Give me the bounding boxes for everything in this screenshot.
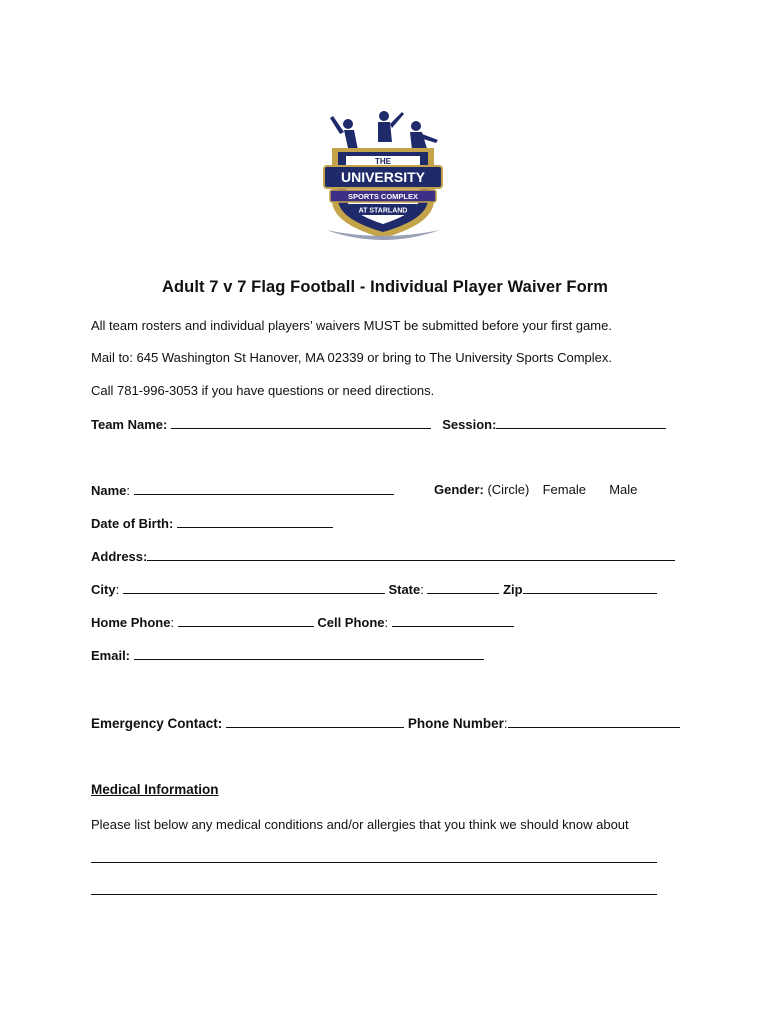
session-label: Session: — [442, 417, 497, 432]
zip-label: Zip — [503, 582, 523, 597]
city-colon: : — [115, 582, 120, 597]
phone-number-label: Phone Number — [407, 716, 504, 731]
dob-row — [91, 515, 333, 531]
name-field[interactable] — [134, 482, 394, 495]
state-colon: : — [420, 582, 424, 597]
cell-phone-field[interactable] — [392, 614, 514, 627]
team-name-label: Team Name: — [91, 417, 168, 432]
gender-option-male[interactable]: Male — [609, 482, 638, 497]
phone-row — [91, 614, 514, 630]
dob-label: Date of Birth: — [91, 516, 174, 531]
logo-university-text: UNIVERSITY — [340, 169, 426, 185]
form-title: Adult 7 v 7 Flag Football - Individual Player Waiver Form — [161, 278, 609, 296]
email-field[interactable] — [134, 647, 484, 660]
session-field[interactable] — [496, 416, 666, 429]
address-row — [91, 548, 675, 564]
gender-hint: (Circle) — [487, 482, 530, 497]
state-field[interactable] — [427, 581, 499, 594]
team-name-field[interactable] — [171, 416, 431, 429]
name-row — [91, 482, 394, 498]
medical-info-heading: Medical Information — [91, 782, 219, 797]
emergency-phone-field[interactable] — [508, 715, 680, 728]
zip-field[interactable] — [523, 581, 657, 594]
intro-mail-text: Mail to: 645 Washington St Hanover, MA 02339 or bring to The University Sports Complex. — [91, 350, 612, 365]
cell-phone-colon: : — [384, 615, 389, 630]
cell-phone-label: Cell Phone — [317, 615, 385, 630]
phone-number-colon: : — [503, 716, 508, 731]
home-phone-colon: : — [170, 615, 175, 630]
dob-field[interactable] — [177, 515, 333, 528]
gender-row — [434, 482, 637, 497]
emergency-contact-field[interactable] — [226, 715, 404, 728]
address-field[interactable] — [147, 548, 675, 561]
logo-the-text: THE — [375, 157, 391, 166]
name-label: Name — [91, 483, 127, 498]
emergency-contact-label: Emergency Contact: — [91, 716, 223, 731]
athletes-silhouette-icon — [330, 111, 438, 152]
intro-call-text: Call 781-996-3053 if you have questions or need directions. — [91, 383, 435, 398]
email-row — [91, 647, 484, 663]
intro-rosters-text: All team rosters and individual players’ waivers MUST be submitted before your first game. — [91, 318, 612, 333]
city-label: City — [91, 582, 116, 597]
city-state-zip-row — [91, 581, 657, 597]
medical-heading-row — [91, 782, 219, 797]
gender-option-female[interactable]: Female — [542, 482, 586, 497]
name-colon: : — [126, 483, 131, 498]
university-sports-complex-logo — [318, 104, 448, 244]
home-phone-field[interactable] — [178, 614, 314, 627]
logo-sports-complex-text: SPORTS COMPLEX — [347, 192, 419, 201]
home-phone-label: Home Phone — [91, 615, 171, 630]
medical-prompt-text: Please list below any medical conditions and/or allergies that you think we should know about — [91, 817, 629, 832]
city-field[interactable] — [123, 581, 385, 594]
medical-line-2[interactable] — [91, 894, 657, 895]
address-label: Address: — [91, 549, 148, 564]
medical-line-1[interactable] — [91, 862, 657, 863]
state-label: State — [388, 582, 421, 597]
emergency-row — [91, 715, 680, 731]
gender-label: Gender: — [434, 482, 484, 497]
team-session-row — [91, 416, 666, 432]
logo-at-starland-text: AT STARLAND — [358, 207, 408, 215]
email-label: Email: — [91, 648, 131, 663]
